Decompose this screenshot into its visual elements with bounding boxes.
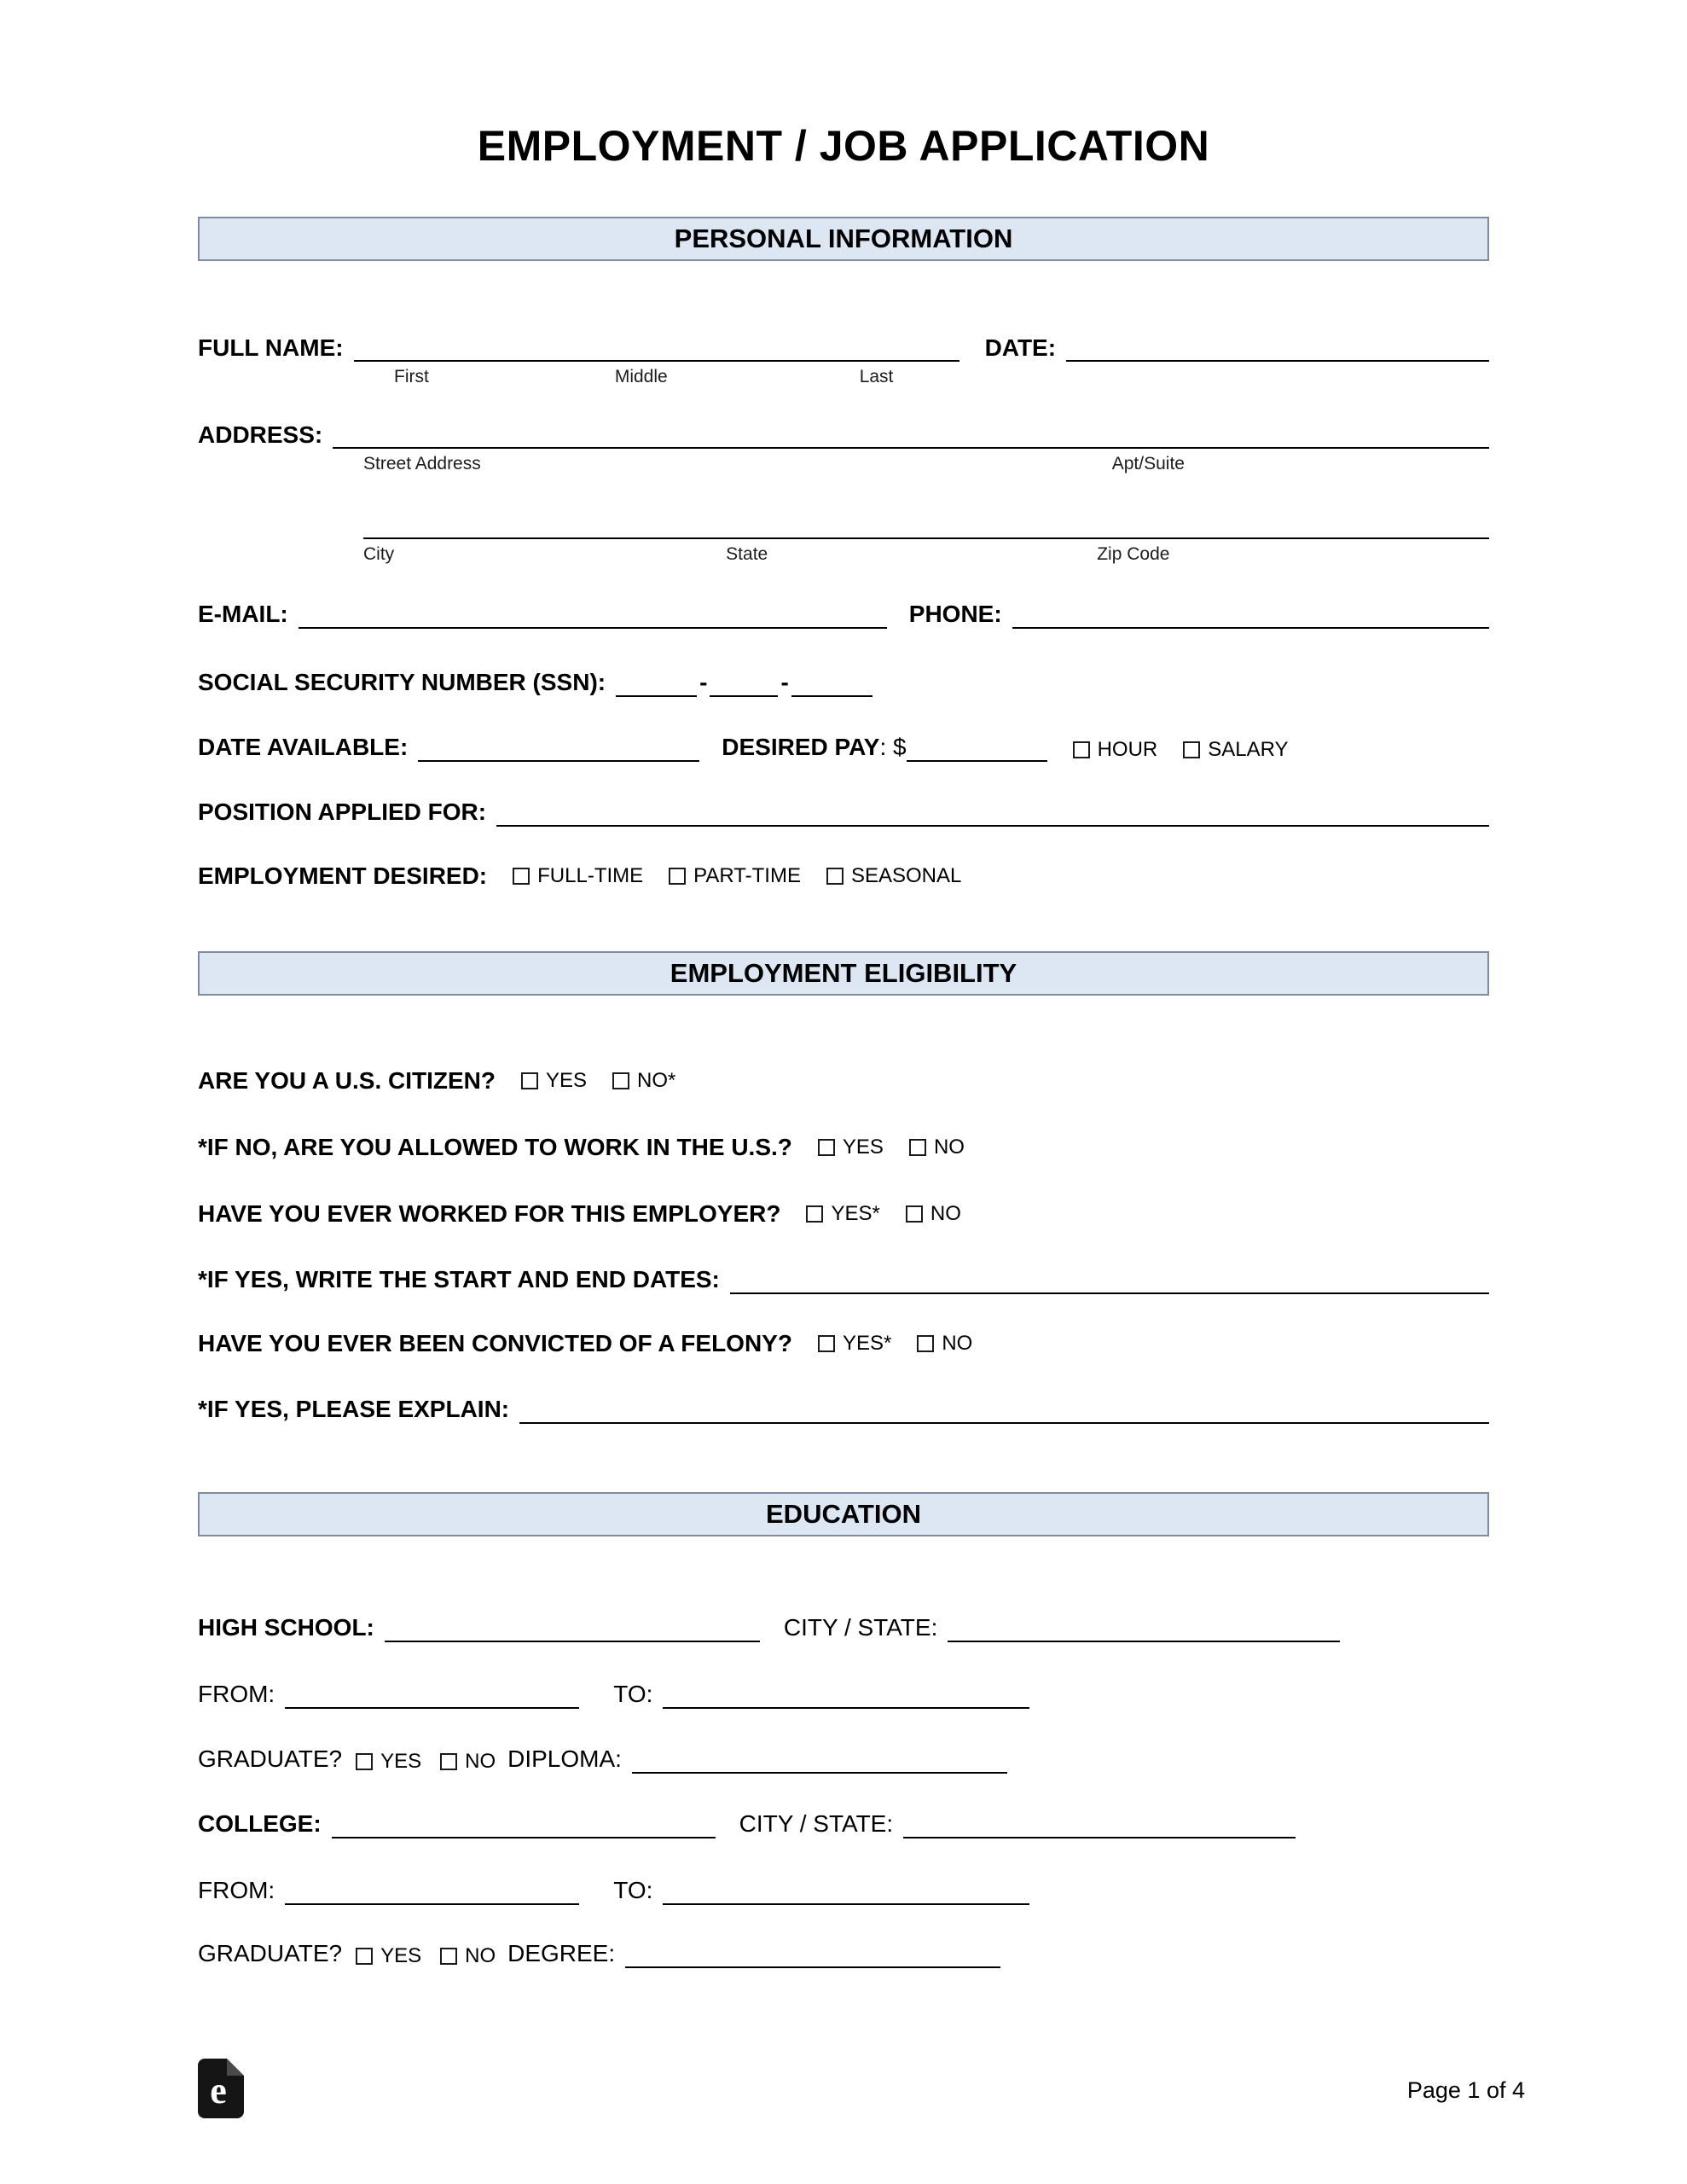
date-available-label: DATE AVAILABLE: (198, 734, 409, 761)
address-row-2 (198, 510, 1489, 539)
college-city-state-label: CITY / STATE: (739, 1810, 894, 1838)
citizen-no-checkbox[interactable] (612, 1072, 629, 1089)
phone-label: PHONE: (908, 601, 1002, 628)
hs-graduate-label: GRADUATE? (198, 1745, 343, 1773)
citizen-question-label: ARE YOU A U.S. CITIZEN? (198, 1067, 496, 1095)
felony-question-label: HAVE YOU EVER BEEN CONVICTED OF A FELONY? (198, 1330, 792, 1357)
email-phone-row (198, 600, 1489, 629)
college-input[interactable] (332, 1815, 716, 1838)
full-name-row (198, 333, 1489, 362)
allowed-yes-label: YES (842, 1135, 884, 1159)
name-sublabels (198, 366, 1489, 387)
hs-graduate-no-option[interactable] (440, 1751, 496, 1774)
college-graduate-label: GRADUATE? (198, 1940, 343, 1967)
hs-to-label: TO: (613, 1681, 653, 1708)
high-school-input[interactable] (385, 1618, 760, 1642)
college-city-state-input[interactable] (903, 1815, 1296, 1838)
hs-graduate-no-label: NO (465, 1749, 496, 1773)
hs-graduate-row (198, 1745, 1489, 1774)
seasonal-label: SEASONAL (850, 863, 962, 887)
position-input[interactable] (496, 803, 1489, 827)
college-graduate-yes-checkbox[interactable] (356, 1948, 373, 1965)
first-sublabel: First (394, 367, 429, 386)
street-address-input[interactable] (333, 425, 1489, 449)
college-to-input[interactable] (663, 1881, 1029, 1905)
hs-city-state-input[interactable] (948, 1618, 1340, 1642)
desired-pay-label: DESIRED PAY (722, 734, 880, 761)
ssn-part2-input[interactable] (710, 673, 778, 697)
citizen-question-row (198, 1067, 1489, 1096)
eforms-logo (194, 2057, 247, 2124)
eligibility-section-title: EMPLOYMENT ELIGIBILITY (670, 957, 1017, 988)
full-time-label: FULL-TIME (537, 863, 644, 887)
allowed-question-row (198, 1134, 1489, 1163)
date-available-pay-row (198, 733, 1489, 762)
hs-city-state-label: CITY / STATE: (783, 1614, 938, 1641)
eforms-logo-graphic (194, 2057, 247, 2120)
address-sublabels-1 (198, 453, 1489, 474)
section-header-employment-eligibility (198, 951, 1489, 996)
ssn-dash-2: - (780, 669, 789, 696)
college-from-input[interactable] (285, 1881, 579, 1905)
allowed-yes-checkbox[interactable] (818, 1139, 835, 1156)
address-sublabels-2 (198, 543, 1489, 565)
worked-yes-checkbox[interactable] (806, 1205, 823, 1223)
desired-pay-input[interactable] (907, 738, 1047, 762)
full-time-option[interactable] (513, 863, 644, 888)
middle-sublabel: Middle (614, 367, 668, 386)
section-header-education (198, 1492, 1489, 1536)
currency-symbol: : $ (879, 734, 907, 761)
ssn-label: SOCIAL SECURITY NUMBER (SSN): (198, 669, 606, 696)
hour-checkbox[interactable] (1073, 741, 1090, 758)
section-header-personal-information (198, 217, 1489, 261)
address-label: ADDRESS: (198, 421, 323, 448)
footer (194, 2057, 1525, 2124)
full-name-label: FULL NAME: (198, 334, 344, 361)
state-sublabel: State (726, 544, 768, 565)
explain-row (198, 1395, 1489, 1424)
allowed-no-option[interactable] (909, 1137, 965, 1159)
email-input[interactable] (299, 605, 887, 629)
city-sublabel: City (363, 544, 395, 565)
personal-section-title: PERSONAL INFORMATION (674, 224, 1013, 253)
college-label: COLLEGE: (198, 1810, 322, 1838)
college-graduate-no-option[interactable] (440, 1943, 496, 1968)
full-time-checkbox[interactable] (513, 868, 530, 885)
felony-no-option[interactable] (917, 1333, 972, 1356)
explain-label: *IF YES, PLEASE EXPLAIN: (198, 1396, 510, 1423)
position-label: POSITION APPLIED FOR: (198, 799, 487, 826)
employment-desired-row (198, 863, 1489, 892)
diploma-input[interactable] (632, 1750, 1007, 1774)
page-indicator: Page 1 of 4 (1406, 2077, 1525, 2103)
date-available-input[interactable] (418, 738, 699, 762)
explain-input[interactable] (519, 1400, 1489, 1424)
worked-question-label: HAVE YOU EVER WORKED FOR THIS EMPLOYER? (198, 1200, 781, 1228)
address-row (198, 420, 1489, 449)
ssn-part1-input[interactable] (616, 673, 697, 697)
felony-no-label: NO (942, 1331, 973, 1355)
street-address-sublabel: Street Address (363, 454, 481, 474)
diploma-label: DIPLOMA: (507, 1745, 622, 1773)
seasonal-option[interactable] (826, 863, 962, 888)
citizen-yes-checkbox[interactable] (521, 1072, 538, 1089)
worked-question-row (198, 1200, 1489, 1229)
hs-graduate-yes-option[interactable] (356, 1751, 421, 1774)
worked-yes-option[interactable] (806, 1201, 880, 1226)
citizen-no-label: NO* (637, 1068, 676, 1092)
salary-checkbox[interactable] (1183, 741, 1200, 758)
hour-option[interactable] (1073, 737, 1158, 762)
salary-option[interactable] (1183, 737, 1289, 762)
position-row (198, 798, 1489, 827)
hs-graduate-yes-label: YES (380, 1749, 422, 1773)
high-school-label: HIGH SCHOOL: (198, 1614, 374, 1641)
college-to-label: TO: (613, 1877, 653, 1904)
degree-input[interactable] (625, 1944, 1000, 1968)
part-time-checkbox[interactable] (669, 868, 686, 885)
college-from-label: FROM: (198, 1877, 275, 1904)
hs-from-input[interactable] (285, 1685, 579, 1709)
college-graduate-yes-label: YES (380, 1943, 422, 1967)
college-graduate-no-checkbox[interactable] (440, 1948, 457, 1965)
apt-suite-sublabel: Apt/Suite (1111, 454, 1185, 474)
worked-no-option[interactable] (906, 1201, 961, 1226)
college-graduate-row (198, 1939, 1489, 1968)
felony-yes-option[interactable] (818, 1333, 891, 1356)
start-end-dates-row (198, 1265, 1489, 1294)
part-time-label: PART-TIME (693, 863, 801, 887)
college-from-to-row (198, 1876, 1489, 1905)
citizen-no-option[interactable] (612, 1068, 676, 1093)
college-graduate-no-label: NO (465, 1943, 496, 1967)
allowed-no-checkbox[interactable] (909, 1139, 926, 1156)
start-end-dates-input[interactable] (730, 1270, 1489, 1294)
hs-graduate-no-checkbox[interactable] (440, 1753, 457, 1770)
ssn-part3-input[interactable] (791, 673, 872, 697)
high-school-row (198, 1613, 1489, 1642)
logo-letter: e (210, 2070, 227, 2111)
hs-from-to-row (198, 1680, 1489, 1709)
email-label: E-MAIL: (198, 601, 288, 628)
ssn-dash-1: - (699, 669, 708, 696)
degree-label: DEGREE: (507, 1940, 616, 1967)
worked-no-label: NO (930, 1201, 961, 1225)
allowed-no-label: NO (933, 1135, 965, 1159)
employment-desired-label: EMPLOYMENT DESIRED: (198, 863, 488, 890)
ssn-row (198, 668, 1489, 697)
citizen-yes-option[interactable] (521, 1068, 588, 1093)
hs-graduate-yes-checkbox[interactable] (356, 1753, 373, 1770)
felony-yes-checkbox[interactable] (818, 1335, 835, 1352)
date-input[interactable] (1066, 338, 1489, 362)
last-sublabel: Last (859, 367, 894, 386)
allowed-yes-option[interactable] (818, 1137, 884, 1159)
citizen-yes-label: YES (546, 1068, 588, 1092)
phone-input[interactable] (1012, 605, 1489, 629)
felony-question-row (198, 1330, 1489, 1359)
start-end-dates-label: *IF YES, WRITE THE START AND END DATES: (198, 1266, 720, 1293)
college-graduate-yes-option[interactable] (356, 1943, 422, 1968)
city-state-zip-input[interactable] (363, 515, 1489, 539)
zip-code-sublabel: Zip Code (1097, 544, 1170, 565)
college-row (198, 1809, 1489, 1838)
date-label: DATE: (984, 334, 1057, 361)
hs-from-label: FROM: (198, 1681, 275, 1708)
hs-to-input[interactable] (663, 1685, 1029, 1709)
part-time-option[interactable] (669, 863, 801, 888)
hour-label: HOUR (1097, 737, 1158, 761)
felony-no-checkbox[interactable] (917, 1335, 934, 1352)
salary-label: SALARY (1208, 737, 1289, 761)
worked-yes-label: YES* (831, 1201, 880, 1225)
felony-yes-label: YES* (842, 1331, 892, 1355)
allowed-question-label: *IF NO, ARE YOU ALLOWED TO WORK IN THE U.S.? (198, 1134, 792, 1161)
page-title: EMPLOYMENT / JOB APPLICATION (477, 122, 1210, 170)
worked-no-checkbox[interactable] (906, 1205, 923, 1223)
seasonal-checkbox[interactable] (826, 868, 844, 885)
full-name-input[interactable] (354, 338, 959, 362)
education-section-title: EDUCATION (766, 1498, 921, 1529)
